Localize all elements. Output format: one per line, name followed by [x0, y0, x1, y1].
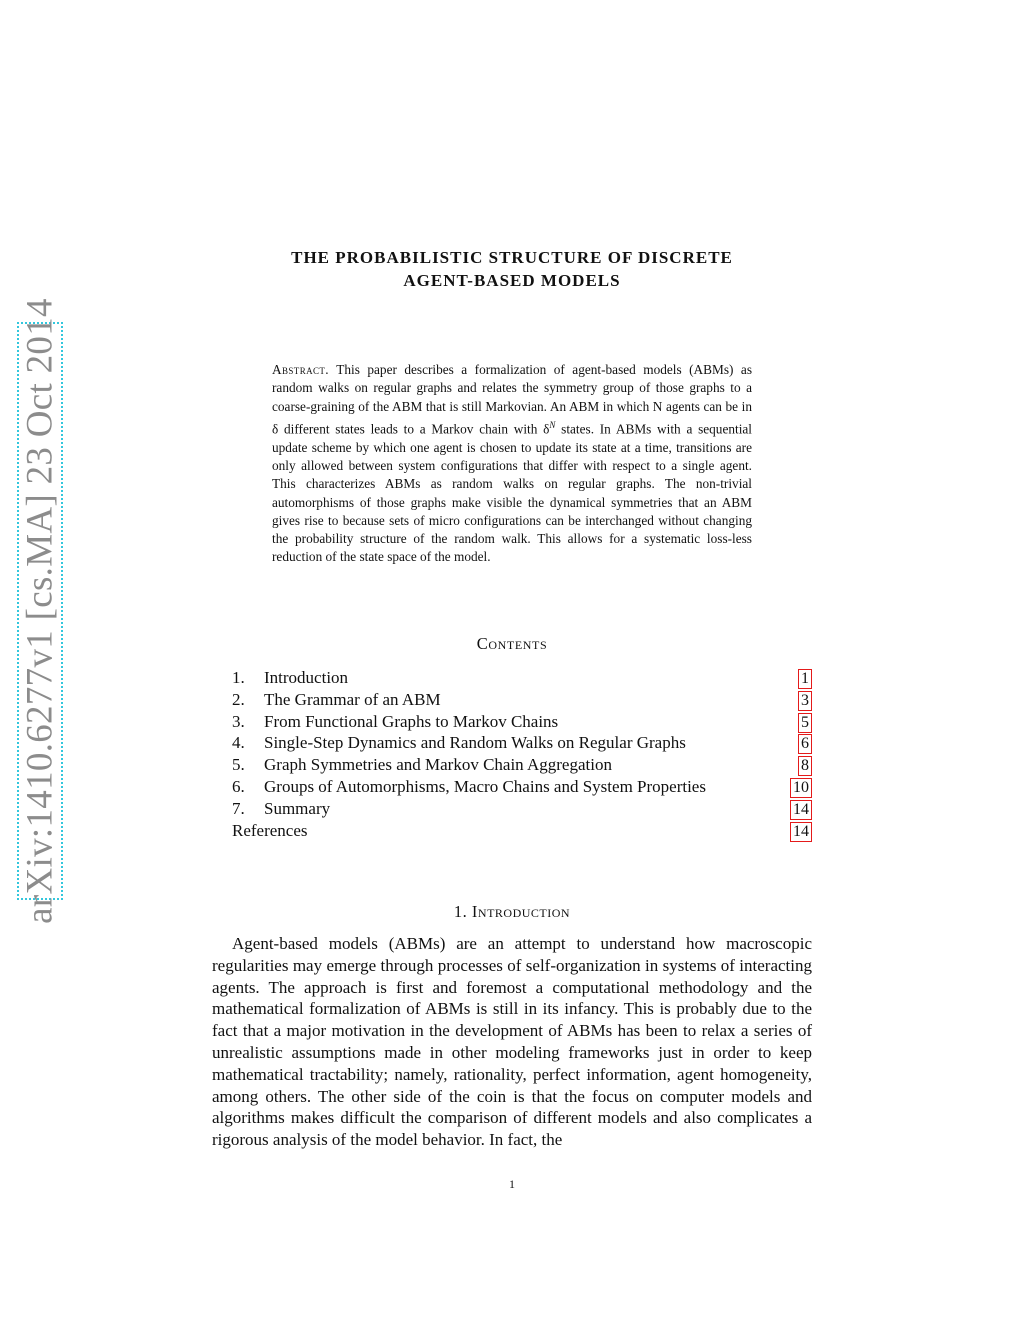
toc-number: 6.	[232, 776, 245, 796]
toc-title: From Functional Graphs to Markov Chains	[264, 711, 559, 731]
contents-heading: Contents	[476, 634, 548, 653]
title-line-1: THE PROBABILISTIC STRUCTURE OF DISCRETE	[291, 248, 733, 267]
toc-title: Groups of Automorphisms, Macro Chains and System Properties	[264, 776, 706, 796]
toc-number: 7.	[232, 798, 245, 818]
arxiv-identifier: arXiv:1410.6277v1 [cs.MA] 23 Oct 2014	[19, 298, 61, 924]
section-title: Introduction	[471, 902, 571, 921]
toc-entry[interactable]	[232, 689, 812, 711]
toc-number: 5.	[232, 755, 245, 775]
toc-title: Introduction	[264, 668, 349, 687]
body-paragraph: Agent-based models (ABMs) are an attempt to understand how macroscopic regularities may emerge through processes of self-organization in systems of interacting agents. The approach is first and foremost a computational methodology and the mathematical formalization of ABMs is still in its infancy. This is probably due to the fact that a major motivation in the development of ABMs has been to relax a series of unrealistic assumptions made in other modeling frameworks just in order to keep mathematical tractability; namely, rationality, perfect information, agent homogeneity, among others. The other side of the coin is that the focus on computer models and algorithms makes difficult the comparison of different models and also complicates a rigorous analysis of the model behavior. In fact, the	[212, 934, 812, 1150]
toc-entry-references[interactable]	[232, 820, 812, 842]
toc-page-link[interactable]: 6	[798, 734, 812, 754]
title-line-2: AGENT-BASED MODELS	[403, 271, 621, 290]
toc-title: Single-Step Dynamics and Random Walks on Regular Graphs	[264, 733, 686, 753]
toc-title: Summary	[264, 798, 331, 818]
toc-page-link[interactable]: 8	[798, 756, 812, 776]
table-of-contents	[232, 667, 812, 841]
abstract-superscript: N	[549, 419, 556, 430]
toc-title: The Grammar of an ABM	[264, 689, 441, 709]
toc-title: Graph Symmetries and Markov Chain Aggregation	[264, 755, 612, 775]
abstract-text-after: states. In ABMs with a sequential update scheme by which one agent is chosen to update its state at a time, transitions are only allowed between system configurations that differ with respect to a single agent. This characterizes ABMs as random walks on regular graphs. The non-trivial automorphisms of those graphs make visible the dynamical symmetries that an ABM gives rise to because sets of micro configurations can be interchanged without changing the probability structure of the random walk. This allows for a systematic loss-less reduction of the state space of the model.	[272, 421, 752, 565]
toc-entry[interactable]	[232, 732, 812, 754]
toc-title: References	[232, 820, 308, 840]
toc-entry[interactable]	[232, 711, 812, 733]
toc-entry[interactable]	[232, 667, 812, 689]
abstract-label: Abstract.	[272, 362, 330, 377]
paper-title	[200, 246, 824, 292]
toc-number: 1.	[232, 668, 245, 687]
arxiv-stamp	[17, 298, 63, 924]
toc-number: 2.	[232, 689, 245, 709]
section-number: 1.	[453, 902, 468, 921]
abstract-text: This paper describes a formalization of agent-based models (ABMs) as random walks on regular graphs and relates the symmetry group of those graphs to a coarse-graining of the ABM that is still Markovian. An ABM in which N agents can be in δ different states leads to a Markov chain with δ	[272, 362, 752, 437]
toc-page-link[interactable]: 5	[798, 713, 812, 733]
toc-page-link[interactable]: 14	[790, 822, 812, 842]
toc-page-link[interactable]: 3	[798, 691, 812, 711]
section-heading	[200, 902, 824, 922]
abstract	[272, 361, 752, 567]
toc-page-link[interactable]: 14	[790, 800, 812, 820]
toc-page-link[interactable]: 1	[798, 669, 812, 689]
toc-entry[interactable]	[232, 798, 812, 820]
toc-number: 4.	[232, 733, 245, 753]
page-number: 1	[509, 1177, 515, 1191]
toc-page-link[interactable]: 10	[790, 778, 812, 798]
toc-entry[interactable]	[232, 776, 812, 798]
toc-entry[interactable]	[232, 754, 812, 776]
toc-number: 3.	[232, 711, 245, 731]
